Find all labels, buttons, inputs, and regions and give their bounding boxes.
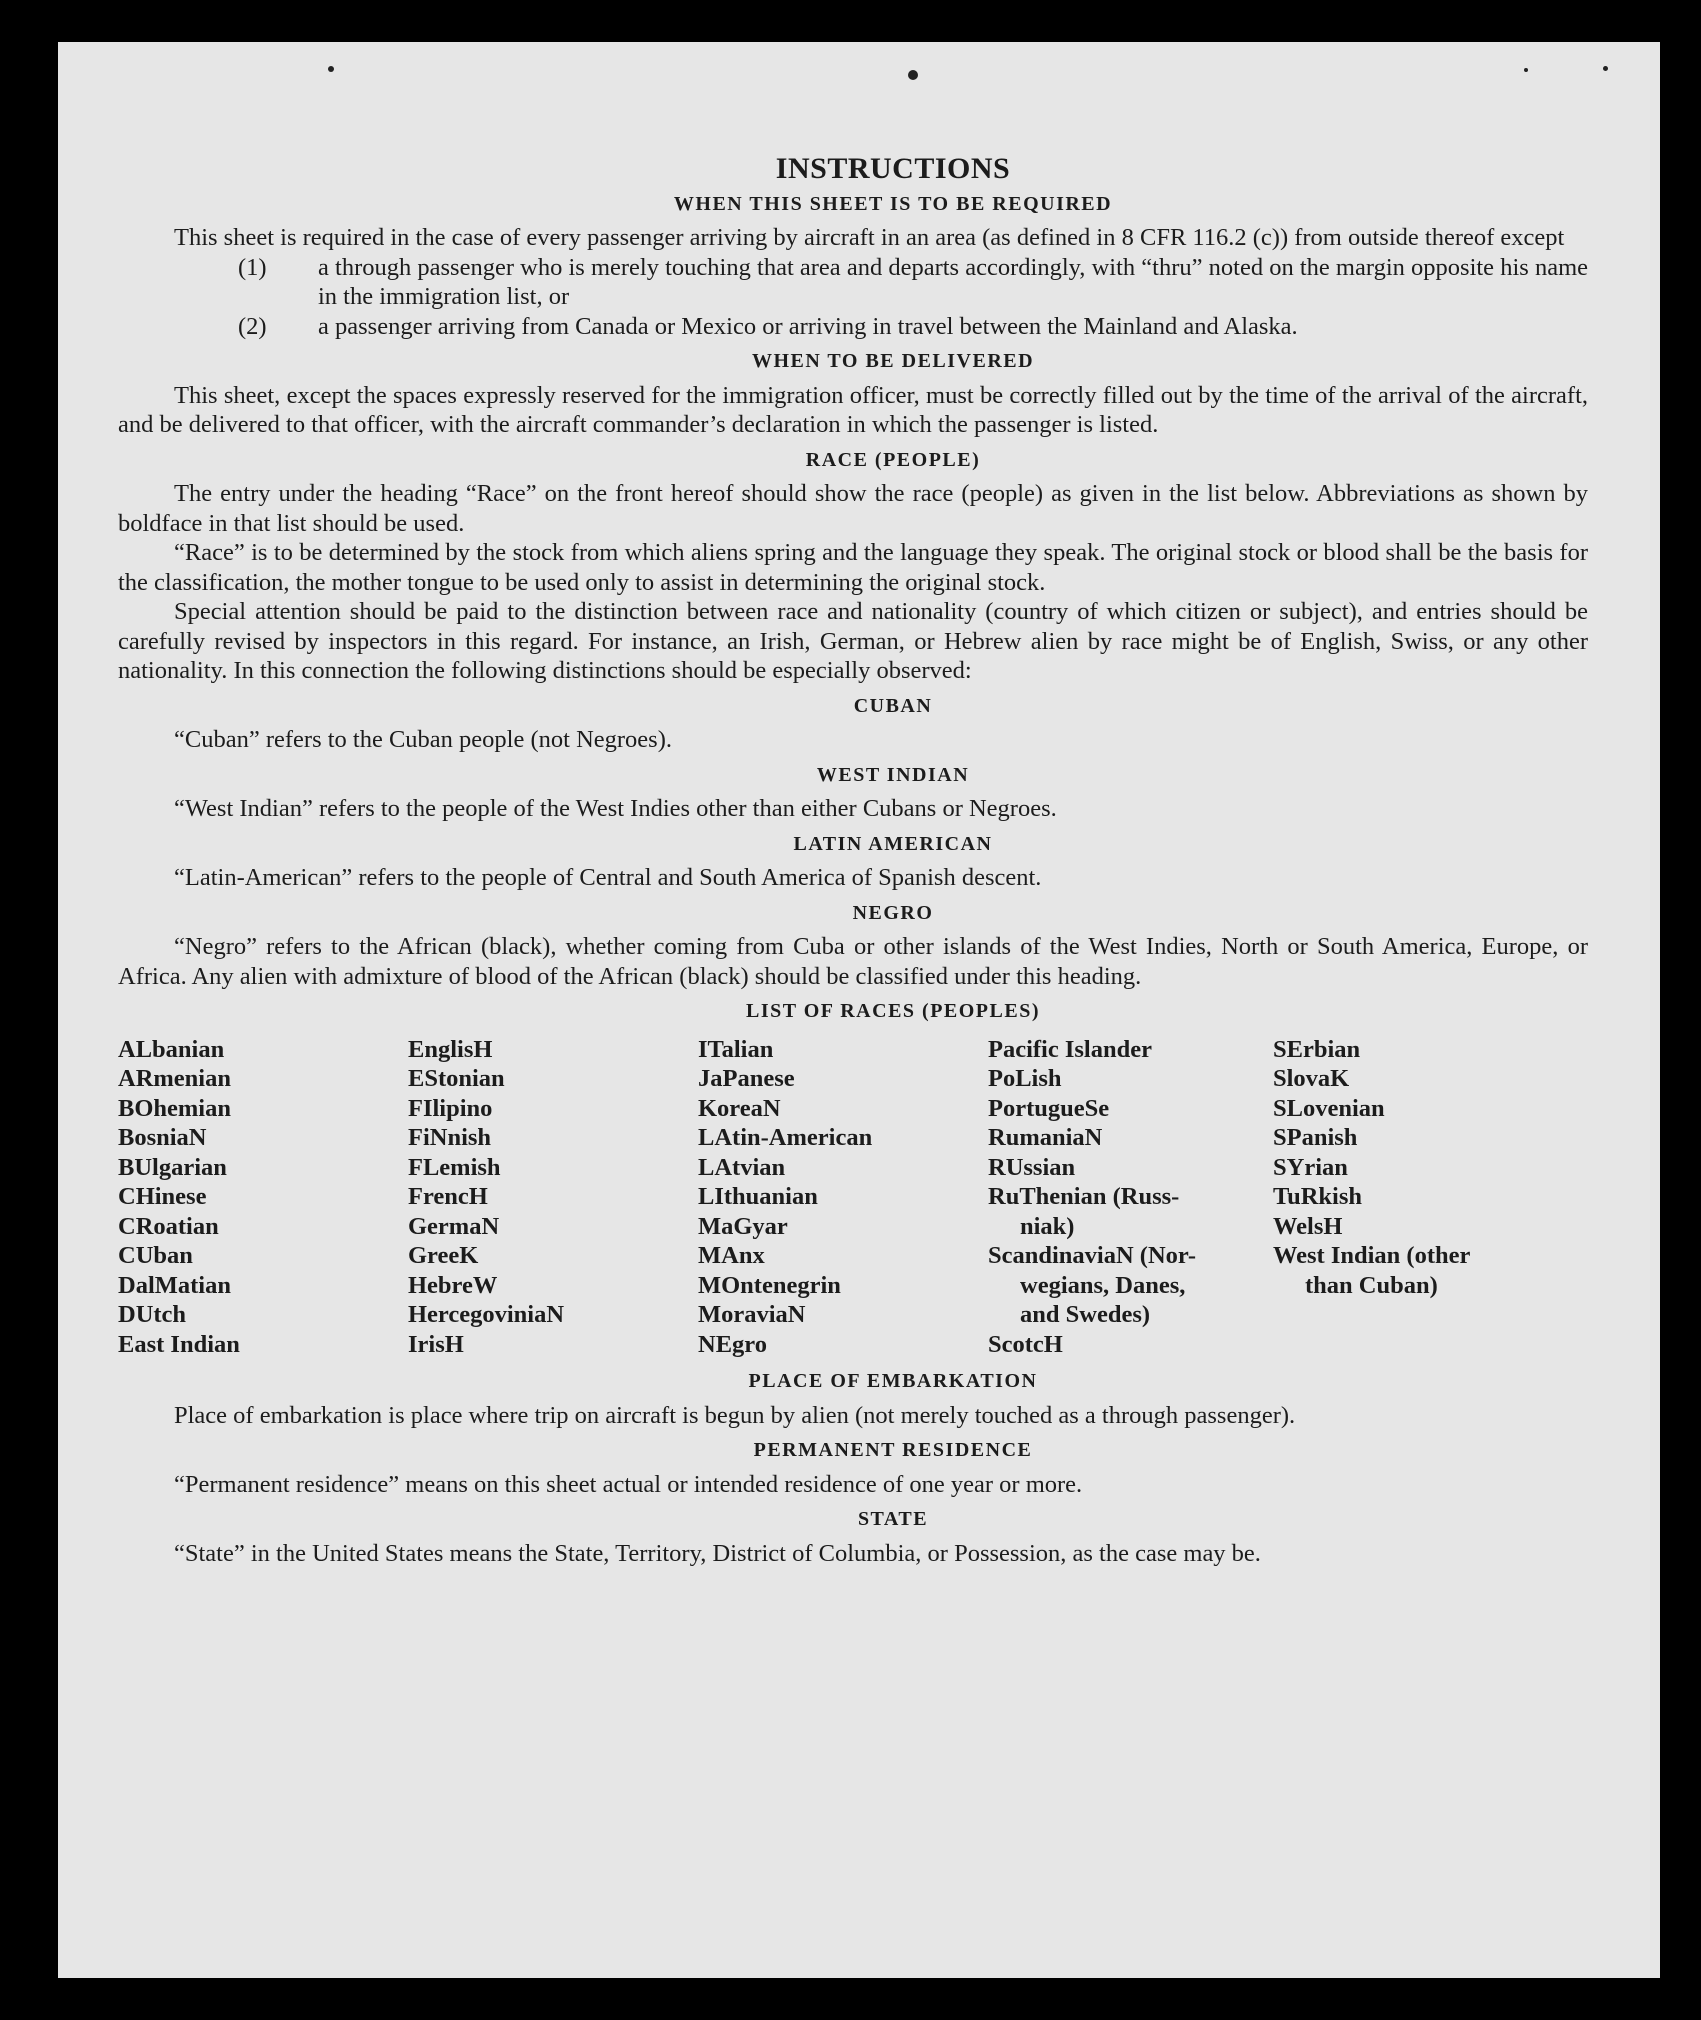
race-item: ScandinaviaN (Nor- bbox=[988, 1242, 1197, 1269]
race-column-4 bbox=[988, 1035, 1273, 1360]
scan-speck bbox=[908, 70, 918, 80]
paragraph-latin-american: “Latin-American” refers to the people of Central and South America of Spanish descent. bbox=[174, 864, 1042, 891]
race-item: WelsH bbox=[1273, 1212, 1343, 1240]
race-item: MAnx bbox=[698, 1242, 765, 1269]
section-heading-residence: PERMANENT RESIDENCE bbox=[753, 1439, 1033, 1461]
section-heading-embarkation: PLACE OF EMBARKATION bbox=[748, 1370, 1038, 1392]
race-item: PoLish bbox=[988, 1065, 1062, 1092]
instructions-body bbox=[118, 154, 1588, 1568]
paragraph-west-indian: “West Indian” refers to the people of the West Indies other than either Cubans or Negroes. bbox=[174, 795, 1057, 822]
section-heading-delivered: WHEN TO BE DELIVERED bbox=[751, 350, 1035, 372]
race-item: NEgro bbox=[698, 1330, 767, 1358]
section-heading-cuban: CUBAN bbox=[853, 694, 933, 717]
race-item: TuRkish bbox=[1273, 1183, 1363, 1210]
race-item: ITalian bbox=[698, 1035, 774, 1063]
race-item-continued: wegians, Danes, bbox=[1020, 1271, 1186, 1299]
race-item: SPanish bbox=[1273, 1124, 1358, 1151]
race-item: EnglisH bbox=[408, 1035, 493, 1063]
race-item: SYrian bbox=[1273, 1153, 1348, 1181]
race-item: KoreaN bbox=[698, 1094, 781, 1122]
race-item: MaGyar bbox=[698, 1212, 788, 1240]
section-heading-state: STATE bbox=[857, 1508, 929, 1530]
section-heading-required: WHEN THIS SHEET IS TO BE REQUIRED bbox=[673, 192, 1113, 215]
race-item: FIlipino bbox=[408, 1094, 493, 1122]
race-item: ALbanian bbox=[118, 1035, 225, 1063]
race-item: JaPanese bbox=[698, 1065, 795, 1092]
paragraph-residence: “Permanent residence” means on this sheet actual or intended residence of one year or more. bbox=[174, 1470, 1083, 1498]
list-item-text: a passenger arriving from Canada or Mexico or arriving in travel between the Mainland and Alaska. bbox=[318, 312, 1298, 340]
paragraph-delivered: This sheet, except the spaces expressly reserved for the immigration officer, must be correctly filled out by the time of the arrival of the aircraft, and be delivered to that officer, with the aircraft commander’s declaration in which the passenger is listed. bbox=[118, 381, 1588, 438]
race-item: DalMatian bbox=[118, 1271, 231, 1299]
race-column-5 bbox=[1273, 1035, 1523, 1360]
race-item-continued: and Swedes) bbox=[1020, 1301, 1151, 1328]
race-item: EStonian bbox=[408, 1065, 505, 1092]
race-item: ARmenian bbox=[118, 1065, 231, 1092]
race-item: BUlgarian bbox=[118, 1153, 227, 1181]
list-item bbox=[118, 253, 1588, 312]
race-item-continued: niak) bbox=[1020, 1212, 1075, 1240]
paragraph-state: “State” in the United States means the State, Territory, District of Columbia, or Possession, as the case may be. bbox=[174, 1539, 1261, 1567]
document-page bbox=[58, 42, 1660, 1978]
race-item: BosniaN bbox=[118, 1124, 207, 1151]
race-column-3 bbox=[698, 1035, 988, 1360]
paragraph-negro: “Negro” refers to the African (black), whether coming from Cuba or other islands of the West Indies, North or South America, Europe, or Africa. Any alien with admixture of blood of the African (black) should be classified under this heading. bbox=[118, 933, 1588, 990]
race-item: SLovenian bbox=[1273, 1094, 1385, 1122]
section-heading-latin-american: LATIN AMERICAN bbox=[793, 832, 993, 855]
race-item: DUtch bbox=[118, 1301, 187, 1328]
race-item: MoraviaN bbox=[698, 1301, 806, 1328]
scan-speck bbox=[1603, 66, 1608, 71]
race-item: LAtvian bbox=[698, 1153, 786, 1181]
race-item: LIthuanian bbox=[698, 1183, 818, 1210]
race-item: LAtin-American bbox=[698, 1124, 873, 1151]
paragraph-race-2: “Race” is to be determined by the stock from which aliens spring and the language they speak. The original stock or blood shall be the basis for the classification, the mother tongue to be used only to assist in determining the original stock. bbox=[118, 539, 1588, 596]
race-item: GermaN bbox=[408, 1212, 500, 1240]
paragraph-cuban: “Cuban” refers to the Cuban people (not Negroes). bbox=[174, 726, 672, 753]
section-heading-race: RACE (PEOPLE) bbox=[805, 448, 981, 471]
race-list bbox=[118, 1035, 1588, 1360]
section-heading-negro: NEGRO bbox=[852, 901, 934, 924]
race-item: CUban bbox=[118, 1242, 193, 1269]
race-column-2 bbox=[408, 1035, 698, 1360]
race-item: RuThenian (Russ- bbox=[988, 1183, 1180, 1210]
race-item: IrisH bbox=[408, 1330, 464, 1358]
race-item: ScotcH bbox=[988, 1330, 1063, 1358]
race-item: FLemish bbox=[408, 1153, 501, 1181]
race-item: HercegoviniaN bbox=[408, 1301, 565, 1328]
race-item: BOhemian bbox=[118, 1094, 231, 1122]
race-item: HebreW bbox=[408, 1271, 498, 1299]
list-item bbox=[118, 312, 1588, 342]
race-column-1 bbox=[118, 1035, 408, 1360]
race-item: SErbian bbox=[1273, 1035, 1361, 1063]
section-heading-west-indian: WEST INDIAN bbox=[816, 763, 970, 786]
race-item: CRoatian bbox=[118, 1212, 219, 1240]
race-item: CHinese bbox=[118, 1183, 207, 1210]
scan-speck bbox=[1524, 68, 1528, 72]
race-item-continued: than Cuban) bbox=[1305, 1271, 1438, 1299]
race-item: FrencH bbox=[408, 1183, 488, 1210]
paragraph-embarkation: Place of embarkation is place where trip on aircraft is begun by alien (not merely touched as a through passenger). bbox=[174, 1401, 1296, 1429]
list-item-number: (1) bbox=[238, 253, 267, 281]
race-item: West Indian (other bbox=[1273, 1242, 1471, 1269]
list-item-text: a through passenger who is merely touching that area and departs accordingly, with “thru” noted on the margin opposite his name in the immigration list, or bbox=[318, 253, 1588, 310]
race-item: MOntenegrin bbox=[698, 1271, 841, 1299]
paragraph-race-1: The entry under the heading “Race” on the front hereof should show the race (people) as given in the list below. Abbreviations as shown by boldface in that list should be used. bbox=[118, 480, 1588, 537]
race-item: East Indian bbox=[118, 1330, 240, 1358]
scan-speck bbox=[328, 66, 334, 72]
race-item: PortugueSe bbox=[988, 1094, 1110, 1122]
race-item: RUssian bbox=[988, 1153, 1076, 1181]
page-title: INSTRUCTIONS bbox=[775, 152, 1011, 185]
race-item: RumaniaN bbox=[988, 1124, 1103, 1151]
race-item: SlovaK bbox=[1273, 1065, 1350, 1092]
race-item: Pacific Islander bbox=[988, 1035, 1152, 1063]
section-heading-races: LIST OF RACES (PEOPLES) bbox=[745, 1000, 1040, 1022]
paragraph-required-intro: This sheet is required in the case of every passenger arriving by aircraft in an area (as defined in 8 CFR 116.2 (c)) from outside thereof except bbox=[174, 224, 1565, 251]
paragraph-race-3: Special attention should be paid to the distinction between race and nationality (country of which citizen or subject), and entries should be carefully revised by inspectors in this regard. For instance, an Irish, German, or Hebrew alien by race might be of English, Swiss, or any other nationality. In this connection the following distinctions should be especially observed: bbox=[118, 598, 1588, 684]
list-item-number: (2) bbox=[238, 312, 267, 340]
race-item: FiNnish bbox=[408, 1124, 492, 1151]
race-item: GreeK bbox=[408, 1242, 479, 1269]
